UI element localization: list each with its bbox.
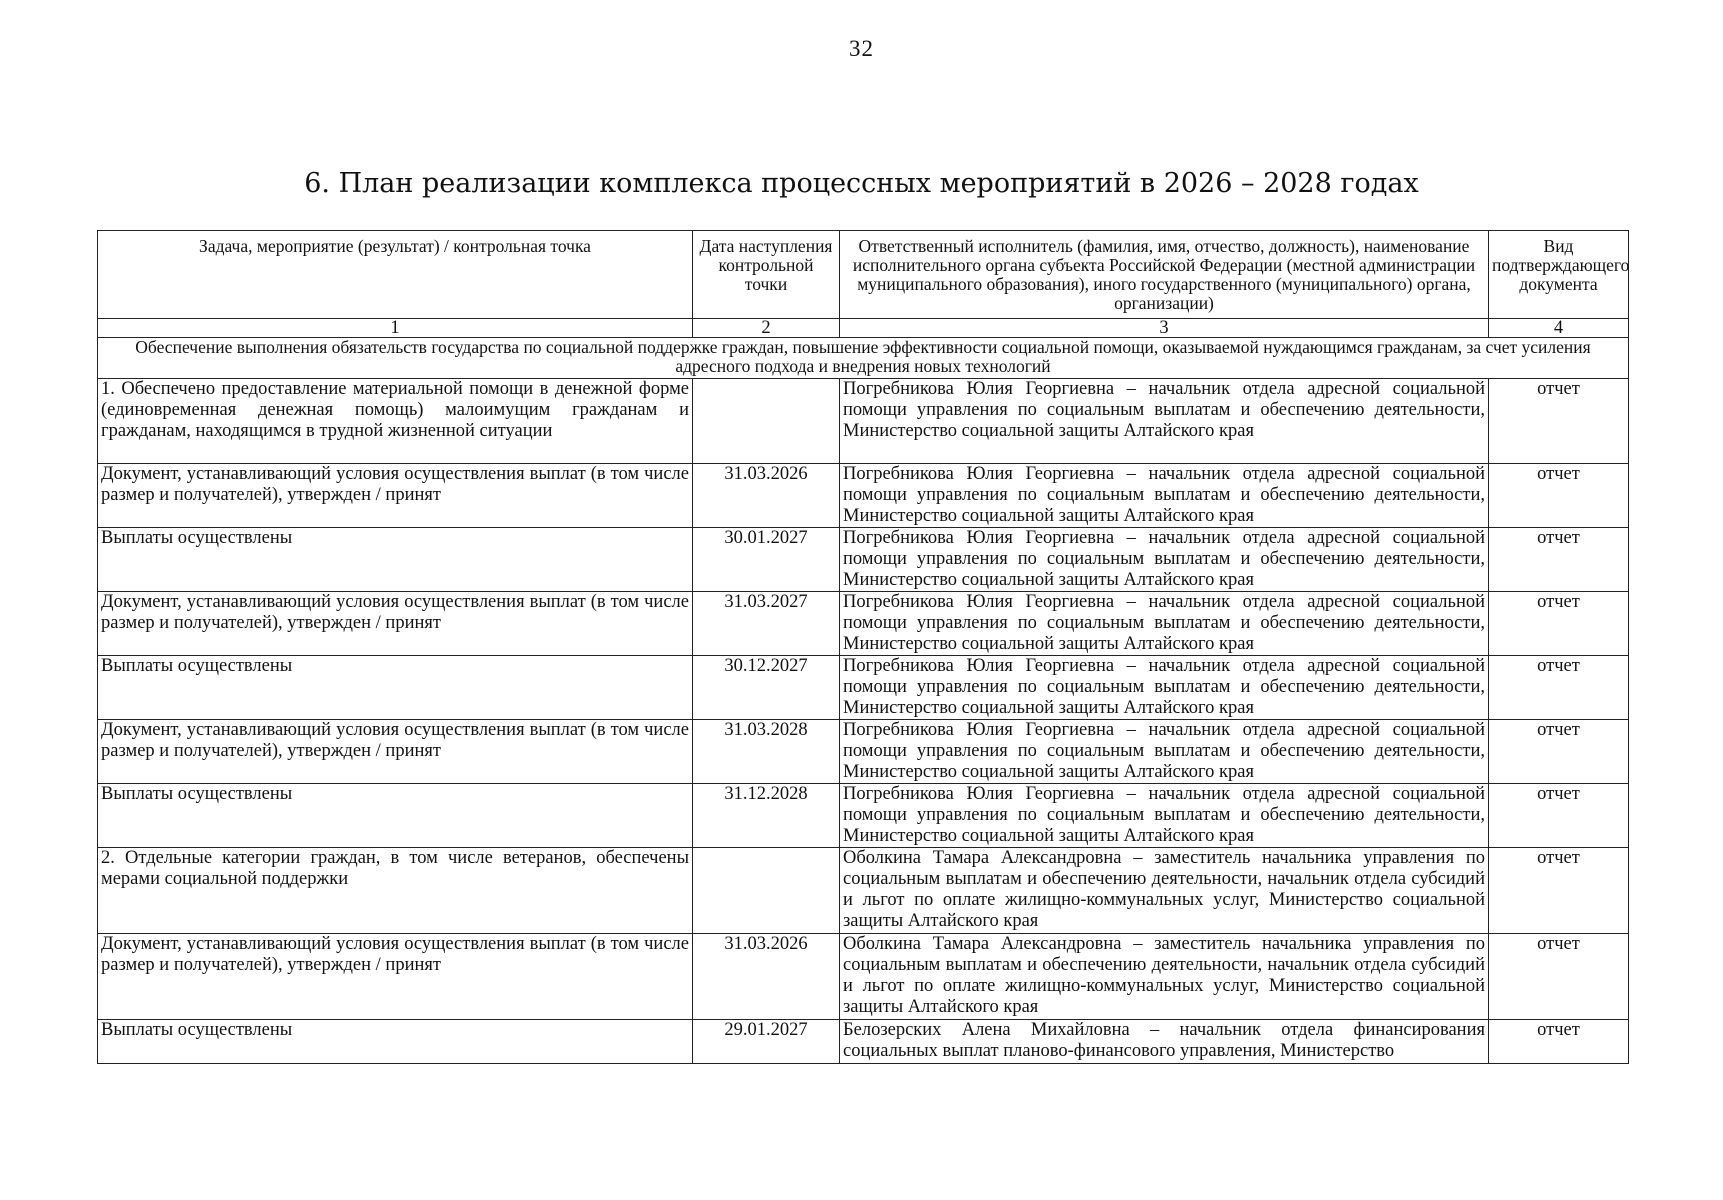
table-row: [98, 528, 1629, 592]
responsible-cell: Погребникова Юлия Георгиевна – начальник отдела адресной социальной помощи управления по социальным выплатам и обеспечению деятельности, Министерство социальной защиты Алтайского края: [840, 784, 1489, 848]
responsible-cell: Оболкина Тамара Александровна – заместитель начальника управления по социальным выплатам и обеспечению деятельности, начальник отдела субсидий и льгот по оплате жилищно-коммунальных услуг, Министерство социальной защиты Алтайского края: [840, 848, 1489, 934]
section-title: 6. План реализации комплекса процессных мероприятий в 2026 – 2028 годах: [304, 168, 1419, 199]
table-row: [98, 464, 1629, 528]
task-cell: Выплаты осуществлены: [98, 528, 693, 592]
responsible-cell: Погребникова Юлия Георгиевна – начальник отдела адресной социальной помощи управления по социальным выплатам и обеспечению деятельности, Министерство социальной защиты Алтайского края: [840, 379, 1489, 464]
goal-text: Обеспечение выполнения обязательств государства по социальной поддержке граждан, повышение эффективности социальной помощи, оказываемой нуждающимся гражданам, за счет усиления адресного подхода и внедрения новых технологий: [98, 338, 1629, 379]
task-cell: Документ, устанавливающий условия осуществления выплат (в том числе размер и получателей), утвержден / принят: [98, 934, 693, 1020]
table-row: [98, 656, 1629, 720]
task-cell: Документ, устанавливающий условия осуществления выплат (в том числе размер и получателей), утвержден / принят: [98, 592, 693, 656]
document-cell: отчет: [1489, 720, 1629, 784]
date-cell: 30.01.2027: [693, 528, 840, 592]
table-row: [98, 379, 1629, 464]
date-cell: 31.03.2028: [693, 720, 840, 784]
responsible-cell: Погребникова Юлия Георгиевна – начальник отдела адресной социальной помощи управления по социальным выплатам и обеспечению деятельности, Министерство социальной защиты Алтайского края: [840, 656, 1489, 720]
document-cell: отчет: [1489, 528, 1629, 592]
document-cell: отчет: [1489, 784, 1629, 848]
task-cell: Документ, устанавливающий условия осуществления выплат (в том числе размер и получателей), утвержден / принят: [98, 464, 693, 528]
goal-row: [98, 338, 1629, 379]
responsible-cell: Погребникова Юлия Георгиевна – начальник отдела адресной социальной помощи управления по социальным выплатам и обеспечению деятельности, Министерство социальной защиты Алтайского края: [840, 592, 1489, 656]
task-cell: Выплаты осуществлены: [98, 1020, 693, 1064]
date-cell: 30.12.2027: [693, 656, 840, 720]
header-date: Дата наступления контрольной точки: [693, 231, 840, 319]
column-number-row: [98, 319, 1629, 338]
task-cell: Выплаты осуществлены: [98, 656, 693, 720]
date-cell: 29.01.2027: [693, 1020, 840, 1064]
table-row: [98, 720, 1629, 784]
date-cell: 31.03.2026: [693, 934, 840, 1020]
table-row: [98, 1020, 1629, 1064]
responsible-cell: Белозерских Алена Михайловна – начальник отдела финансирования социальных выплат планово-финансового управления, Министерство: [840, 1020, 1489, 1064]
task-cell: Выплаты осуществлены: [98, 784, 693, 848]
document-cell: отчет: [1489, 934, 1629, 1020]
date-cell: [693, 848, 840, 934]
header-document: Вид подтверждающего документа: [1489, 231, 1629, 319]
column-number: 1: [98, 319, 693, 338]
header-row: [98, 231, 1629, 319]
table-row: [98, 592, 1629, 656]
responsible-cell: Погребникова Юлия Георгиевна – начальник отдела адресной социальной помощи управления по социальным выплатам и обеспечению деятельности, Министерство социальной защиты Алтайского края: [840, 720, 1489, 784]
table-row: [98, 848, 1629, 934]
date-cell: 31.03.2027: [693, 592, 840, 656]
responsible-cell: Оболкина Тамара Александровна – заместитель начальника управления по социальным выплатам и обеспечению деятельности, начальник отдела субсидий и льгот по оплате жилищно-коммунальных услуг, Министерство социальной защиты Алтайского края: [840, 934, 1489, 1020]
responsible-cell: Погребникова Юлия Георгиевна – начальник отдела адресной социальной помощи управления по социальным выплатам и обеспечению деятельности, Министерство социальной защиты Алтайского края: [840, 528, 1489, 592]
header-task: Задача, мероприятие (результат) / контрольная точка: [98, 231, 693, 319]
document-cell: отчет: [1489, 592, 1629, 656]
document-cell: отчет: [1489, 379, 1629, 464]
header-responsible: Ответственный исполнитель (фамилия, имя, отчество, должность), наименование исполнительного органа субъекта Российской Федерации (местной администрации муниципального образования), иного государственного (муниципального) органа, организации): [840, 231, 1489, 319]
document-cell: отчет: [1489, 848, 1629, 934]
table-row: [98, 934, 1629, 1020]
implementation-plan-table: [97, 230, 1629, 1064]
table-row: [98, 784, 1629, 848]
column-number: 4: [1489, 319, 1629, 338]
date-cell: 31.12.2028: [693, 784, 840, 848]
date-cell: 31.03.2026: [693, 464, 840, 528]
page-number: 32: [849, 36, 874, 61]
column-number: 2: [693, 319, 840, 338]
document-cell: отчет: [1489, 656, 1629, 720]
date-cell: [693, 379, 840, 464]
task-cell: Документ, устанавливающий условия осуществления выплат (в том числе размер и получателей), утвержден / принят: [98, 720, 693, 784]
column-number: 3: [840, 319, 1489, 338]
task-cell: 1. Обеспечено предоставление материальной помощи в денежной форме (единовременная денежная помощь) малоимущим гражданам и гражданам, находящимся в трудной жизненной ситуации: [98, 379, 693, 464]
responsible-cell: Погребникова Юлия Георгиевна – начальник отдела адресной социальной помощи управления по социальным выплатам и обеспечению деятельности, Министерство социальной защиты Алтайского края: [840, 464, 1489, 528]
document-cell: отчет: [1489, 1020, 1629, 1064]
task-cell: 2. Отдельные категории граждан, в том числе ветеранов, обеспечены мерами социальной поддержки: [98, 848, 693, 934]
document-cell: отчет: [1489, 464, 1629, 528]
